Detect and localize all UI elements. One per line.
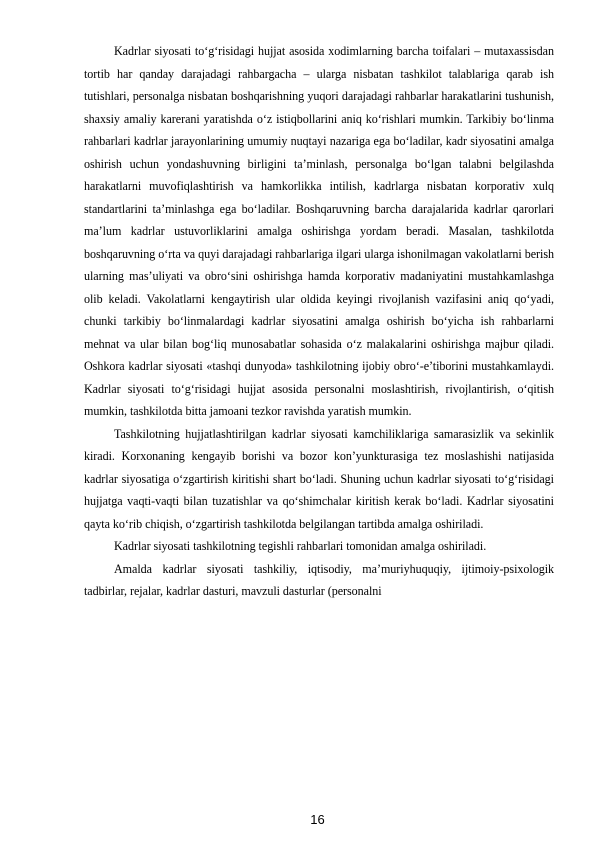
paragraph-4: Amalda kadrlar siyosati tashkiliy, iqtisodiy, ma’muriyhuquqiy, ijtimoiy-psixologik tadbirlar, rejalar, kadrlar dasturi, mavzuli dasturlar (personalni: [84, 561, 554, 598]
document-body: [84, 40, 554, 603]
paragraph-3: Kadrlar siyosati tashkilotning tegishli rahbarlari tomonidan amalga oshiriladi.: [114, 539, 487, 553]
paragraph-2: Tashkilotning hujjatlashtirilgan kadrlar siyosati kamchiliklariga samarasizlik va sekinlik kiradi. Korxonaning kengayib borishi va bozor kon’yunkturasiga tez moslashishi natijasida kadrlar siyosatiga o‘zgartirish kiritishi shart bo‘ladi. Shuning uchun kadrlar siyosati to‘g‘risidagi hujjatga vaqti-vaqti bilan tuzatishlar va qo‘shimchalar kiritish kerak bo‘ladi. Kadrlar siyosatini qayta ko‘rib chiqish, o‘zgartirish tashkilotda belgilangan tartibda amalga oshiriladi.: [84, 426, 554, 531]
page-number: 16: [310, 812, 325, 827]
paragraph-1: Kadrlar siyosati to‘g‘risidagi hujjat asosida xodimlarning barcha toifalari – mutaxassisdan tortib har qanday darajadagi rahbargacha – ularga nisbatan tashkilot talablariga qarab ish tutishlari, personalga nisbatan boshqarishning yuqori darajadagi rahbarlar harakatlarini tushunish, shaxsiy amaliy karerani yaratishda o‘z istiqbollarini aniq ko‘rishlari mumkin. Tarkibiy bo‘linma rahbarlari kadrlar jarayonlarining umumiy nuqtayi nazariga ega bo‘ladilar, kadr siyosatini amalga oshirish uchun yondashuvning birligini ta’minlash, personalga bo‘lgan talabni belgilashda harakatlarni muvofiqlashtirish va hamkorlikka intilish, kadrlarga nisbatan korporativ xulq standartlarini ta’minlashga ega bo‘ladilar. Boshqaruvning barcha darajalarida kadrlar qarorlari ma’lum kadrlar ustuvorliklarini amalga oshirishga yordam beradi. Masalan, tashkilotda boshqaruvning o‘rta va quyi darajadagi rahbarlariga ilgari ularga ishonilmagan vakolatlarni berish ularning mas’uliyati va obro‘sini oshirishga hamda korporativ madaniyatini mustahkamlashga olib keladi. Vakolatlarni kengaytirish ular oldida keyingi rivojlanish vazifasini aniq qo‘yadi, chunki tarkibiy bo‘linmalardagi kadrlar siyosatini amalga oshirish bo‘yicha ish rahbarlarni mehnat va ular bilan bog‘liq munosabatlar sohasida o‘z malakalarini oshirishga majbur qiladi. Oshkora kadrlar siyosati «tashqi dunyoda» tashkilotning ijobiy obro‘-e’tiborini mustahkamlaydi. Kadrlar siyosati to‘g‘risidagi hujjat asosida personalni moslashtirish, rivojlantirish, o‘qitish mumkin, tashkilotda bitta jamoani tezkor ravishda yaratish mumkin.: [84, 44, 554, 418]
